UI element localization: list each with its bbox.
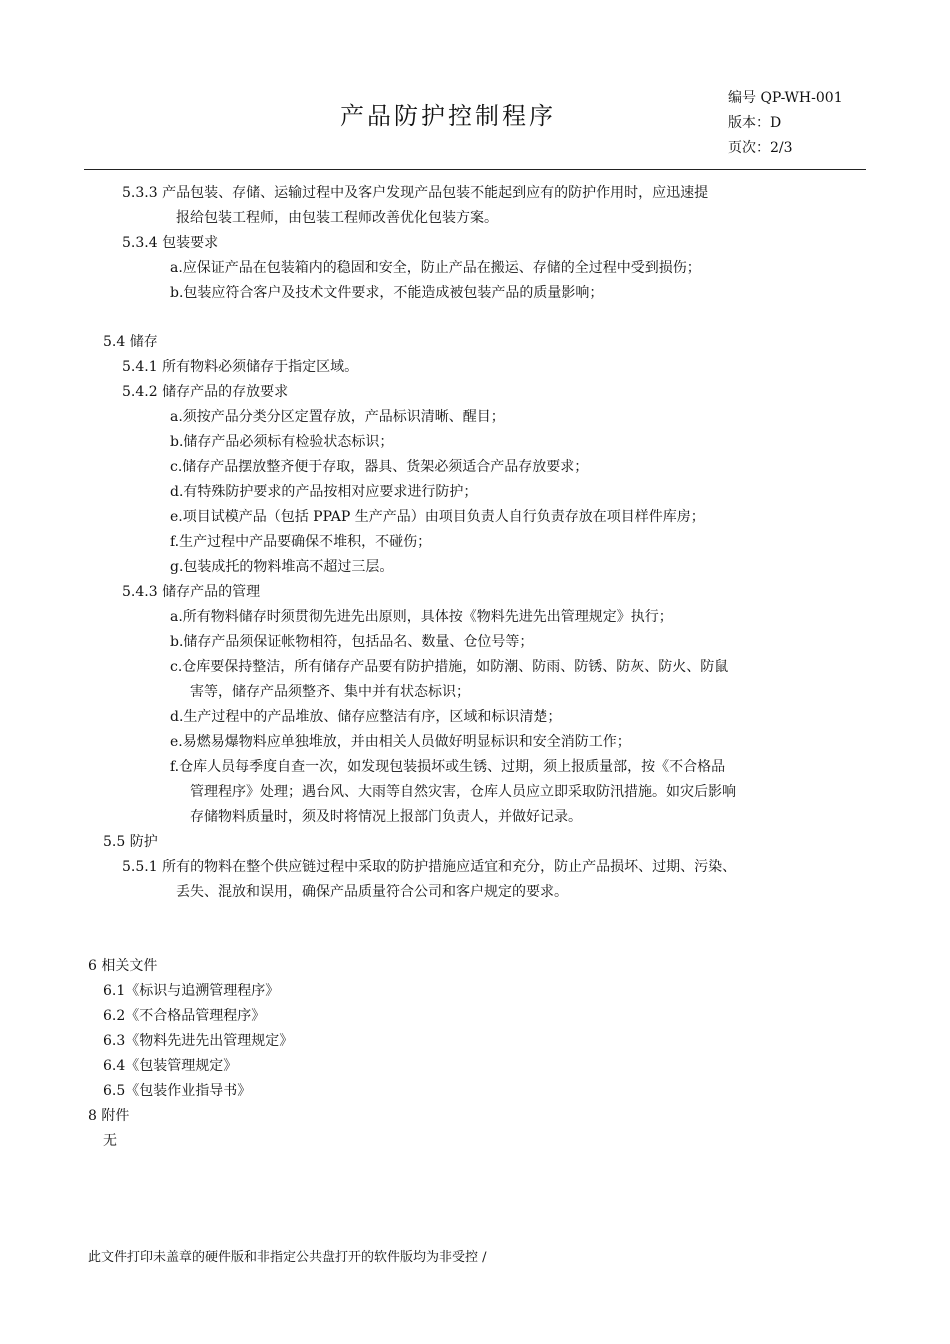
section-6: 6 相关文件 [88, 958, 158, 974]
clause-text-cont: 丢失、混放和误用，确保产品质量符合公司和客户规定的要求。 [176, 884, 568, 900]
list-item: c.仓库要保持整洁，所有储存产品要有防护措施，如防潮、防雨、防锈、防灰、防火、防鼠 [170, 659, 729, 675]
reference-item: 6.3《物料先进先出管理规定》 [103, 1033, 294, 1049]
section-8: 8 附件 [88, 1108, 130, 1124]
list-item: e.项目试模产品（包括 PPAP 生产产品）由项目负责人自行负责存放在项目样件库房； [170, 509, 705, 525]
clause-5-4-2: 5.4.2 储存产品的存放要求 [122, 384, 289, 400]
page-footer: 此文件打印未盖章的硬件版和非指定公共盘打开的软件版均为非受控 / [88, 1250, 487, 1265]
page-number: 页次：2/3 [728, 140, 793, 156]
list-item: b.包装应符合客户及技术文件要求，不能造成被包装产品的质量影响； [170, 285, 604, 301]
list-item: a.须按产品分类分区定置存放，产品标识清晰、醒目； [170, 409, 505, 425]
list-item-cont: 害等，储存产品须整齐、集中并有状态标识； [190, 684, 470, 700]
list-item: a.所有物料储存时须贯彻先进先出原则，具体按《物料先进先出管理规定》执行； [170, 609, 673, 625]
attachment-none: 无 [103, 1133, 117, 1149]
clause-5-3-3: 5.3.3 产品包装、存储、运输过程中及客户发现产品包装不能起到应有的防护作用时，应迅速提 [122, 185, 709, 201]
section-5-5: 5.5 防护 [103, 834, 158, 850]
document-title: 产品防护控制程序 [340, 102, 556, 130]
list-item-cont: 存储物料质量时，须及时将情况上报部门负责人，并做好记录。 [190, 809, 582, 825]
clause-5-3-4: 5.3.4 包装要求 [122, 235, 219, 251]
clause-5-4-1: 5.4.1 所有物料必须储存于指定区域。 [122, 359, 359, 375]
list-item: b.储存产品必须标有检验状态标识； [170, 434, 394, 450]
list-item: c.储存产品摆放整齐便于存取，器具、货架必须适合产品存放要求； [170, 459, 589, 475]
reference-item: 6.5《包装作业指导书》 [103, 1083, 252, 1099]
list-item: d.生产过程中的产品堆放、储存应整洁有序，区域和标识清楚； [170, 709, 562, 725]
reference-item: 6.2《不合格品管理程序》 [103, 1008, 266, 1024]
section-5-4: 5.4 储存 [103, 334, 158, 350]
reference-item: 6.4《包装管理规定》 [103, 1058, 238, 1074]
document-meta [728, 86, 843, 161]
reference-item: 6.1《标识与追溯管理程序》 [103, 983, 280, 999]
list-item: f.生产过程中产品要确保不堆积，不碰伤； [170, 534, 432, 550]
document-version: 版本：D [728, 115, 782, 131]
list-item: g.包装成托的物料堆高不超过三层。 [170, 559, 394, 575]
list-item: e.易燃易爆物料应单独堆放，并由相关人员做好明显标识和安全消防工作； [170, 734, 631, 750]
page-header [0, 0, 950, 175]
list-item: b.储存产品须保证帐物相符，包括品名、数量、仓位号等； [170, 634, 534, 650]
document-number: 编号 QP-WH-001 [728, 90, 843, 106]
list-item: d.有特殊防护要求的产品按相对应要求进行防护； [170, 484, 478, 500]
list-item: f.仓库人员每季度自查一次，如发现包装损坏或生锈、过期，须上报质量部，按《不合格品 [170, 759, 726, 775]
list-item-cont: 管理程序》处理；遇台风、大雨等自然灾害，仓库人员应立即采取防汛措施。如灾后影响 [190, 784, 736, 800]
clause-5-4-3: 5.4.3 储存产品的管理 [122, 584, 261, 600]
header-divider [84, 169, 866, 170]
list-item: a.应保证产品在包装箱内的稳固和安全，防止产品在搬运、存储的全过程中受到损伤； [170, 260, 701, 276]
clause-5-5-1: 5.5.1 所有的物料在整个供应链过程中采取的防护措施应适宜和充分，防止产品损坏、过期、污染、 [122, 859, 737, 875]
clause-text-cont: 报给包装工程师，由包装工程师改善优化包装方案。 [176, 210, 498, 226]
